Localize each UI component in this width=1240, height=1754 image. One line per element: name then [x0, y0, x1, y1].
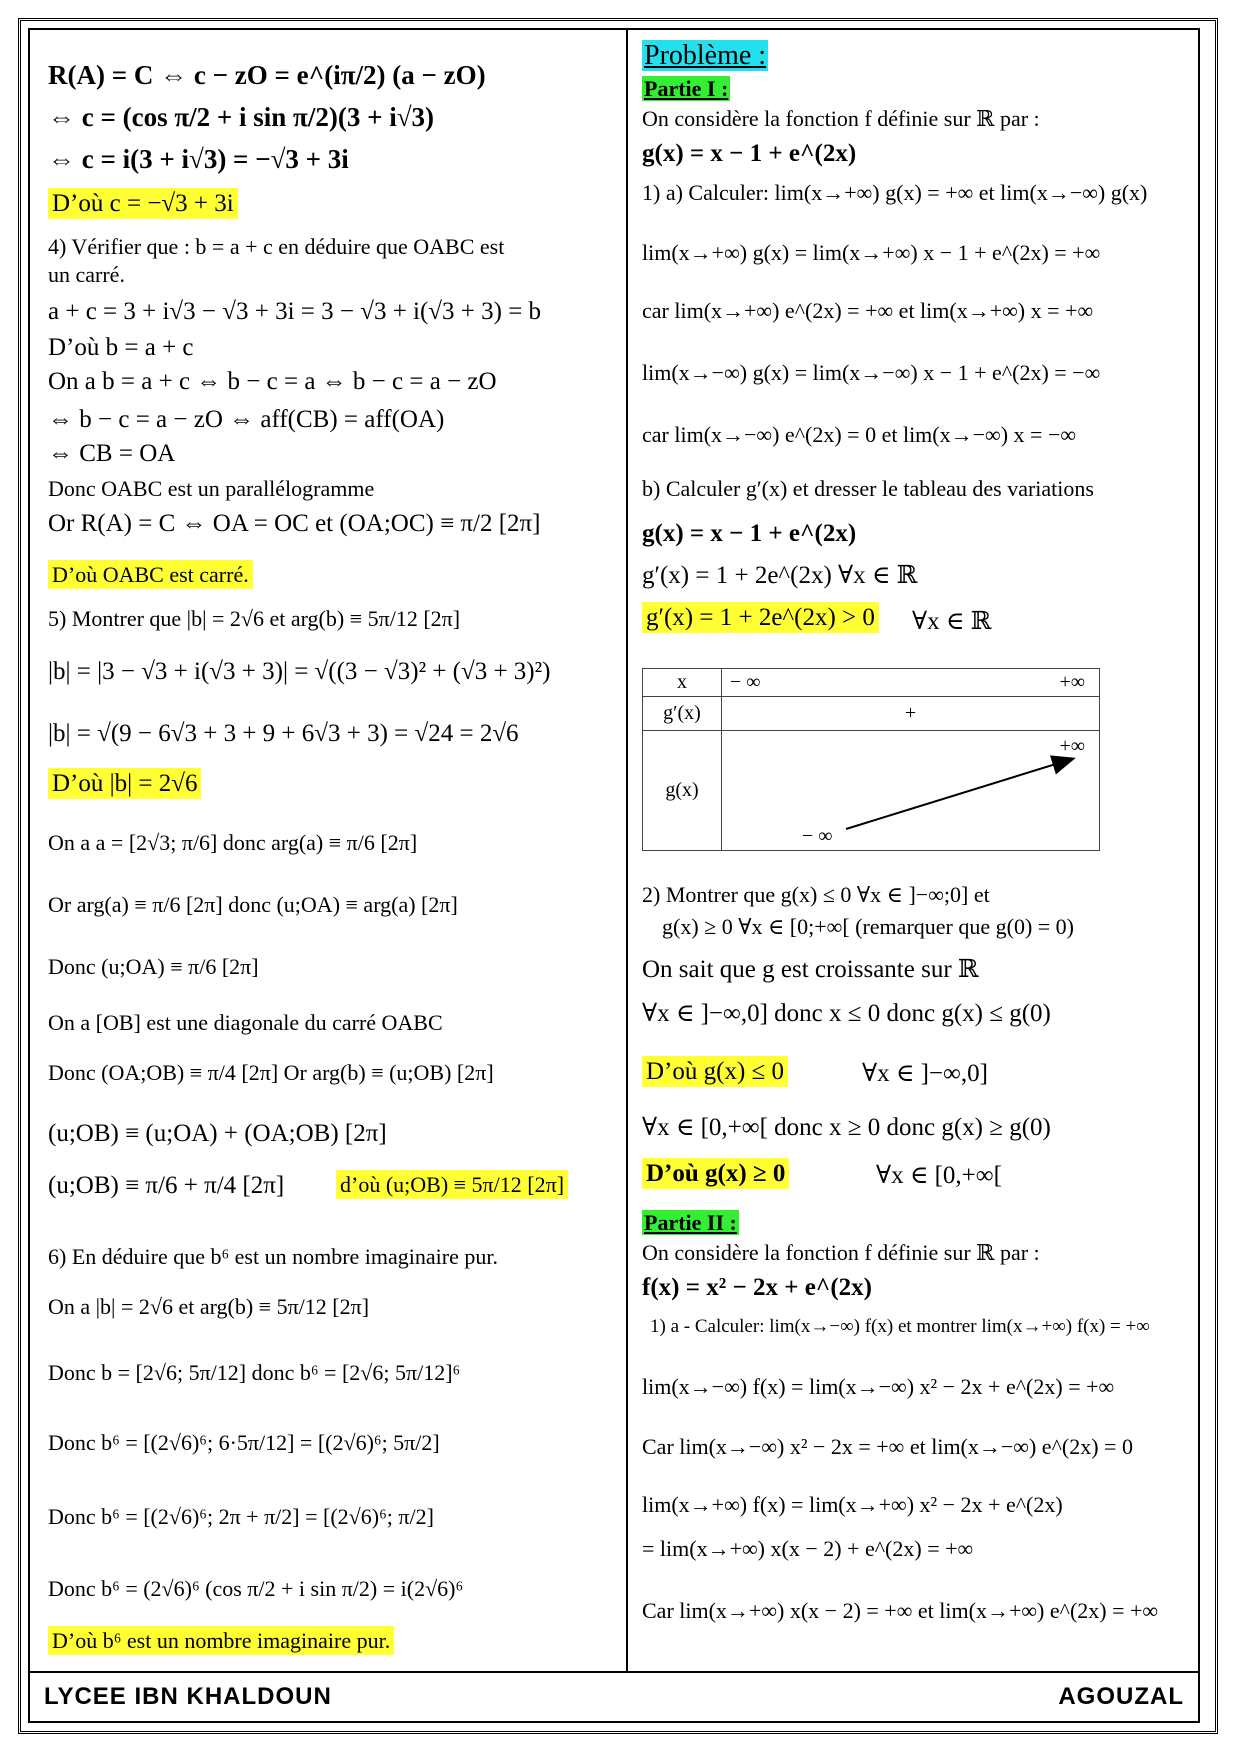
table-x-plus-inf: +∞ [1059, 671, 1085, 693]
eq-a-plus-c: a + c = 3 + i√3 − √3 + 3i = 3 − √3 + i(√3 + 3) = b [48, 298, 542, 325]
lim-f-plus: lim(x→+∞) f(x) = lim(x→+∞) x² − 2x + e^(2x) [642, 1492, 1063, 1517]
eq-c-value: ⇔ c = i(3 + i√3) = −√3 + 3i [48, 144, 349, 174]
question-4: 4) Vérifier que : b = a + c en déduire que OABC est [48, 234, 505, 259]
result-square: D’où OABC est carré. [48, 560, 253, 589]
g-increasing: On sait que g est croissante sur ℝ [642, 956, 979, 983]
result-c: D’où c = −√3 + 3i [48, 188, 238, 219]
forall-neg: ∀x ∈ ]−∞,0] [862, 1060, 988, 1087]
question-1b: b) Calculer g′(x) et dresser le tableau des variations [642, 476, 1094, 501]
question-2: 2) Montrer que g(x) ≤ 0 ∀x ∈ ]−∞;0] et [642, 882, 990, 907]
question-5: 5) Montrer que |b| = 2√6 et arg(b) ≡ 5π/12 [2π] [48, 606, 461, 631]
table-deriv-sign: + [722, 697, 1100, 731]
lim-f-plus-reason: Car lim(x→+∞) x(x − 2) = +∞ et lim(x→+∞) e^(2x) = +∞ [642, 1598, 1159, 1623]
result-b: D’où b = a + c [48, 334, 194, 361]
question-2-cont: g(x) ≥ 0 ∀x ∈ [0;+∞[ (remarquer que g(0) = 0) [662, 914, 1075, 939]
result-b6: D’où b⁶ est un nombre imaginaire pur. [48, 1626, 394, 1655]
lim-g-minus-reason: car lim(x→−∞) e^(2x) = 0 et lim(x→−∞) x = −∞ [642, 422, 1077, 447]
eq-b6-3: Donc b⁶ = [(2√6)⁶; 2π + π/2] = [(2√6)⁶; π/2] [48, 1504, 434, 1529]
question-1a: 1) a) Calculer: lim(x→+∞) g(x) = +∞ et lim(x→−∞) g(x) [642, 180, 1148, 205]
variation-table [642, 668, 1100, 851]
eq-chasles: (u;OB) ≡ (u;OA) + (OA;OB) [2π] [48, 1120, 387, 1147]
eq-arg-a: On a a = [2√3; π/6] donc arg(a) ≡ π/6 [2π] [48, 830, 418, 855]
lim-g-plus: lim(x→+∞) g(x) = lim(x→+∞) x − 1 + e^(2x) = +∞ [642, 240, 1101, 265]
eq-mod-b-1: |b| = |3 − √3 + i(√3 + 3)| = √((3 − √3)² + (√3 + 3)²) [48, 658, 551, 685]
footer [28, 1673, 1200, 1723]
left-column [28, 28, 628, 1673]
school-name: LYCEE IBN KHALDOUN [44, 1683, 332, 1710]
increasing-arrow [722, 731, 1112, 851]
question-4-cont: un carré. [48, 262, 125, 287]
table-g-start: − ∞ [802, 825, 833, 847]
table-g-end: +∞ [1059, 735, 1085, 757]
eq-u-ob-sum: (u;OB) ≡ π/6 + π/4 [2π] [48, 1172, 285, 1199]
diagonal-line: On a [OB] est une diagonale du carré OABC [48, 1010, 443, 1035]
eq-equiv-2: ⇔ b − c = a − zO ⇔ aff(CB) = aff(OA) [48, 406, 445, 433]
eq-u-oa: Donc (u;OA) ≡ π/6 [2π] [48, 954, 259, 979]
problem-title: Problème : [644, 40, 767, 71]
case-positive: ∀x ∈ [0,+∞[ donc x ≥ 0 donc g(x) ≥ g(0) [642, 1114, 1051, 1141]
lim-g-minus: lim(x→−∞) g(x) = lim(x→−∞) x − 1 + e^(2x) = −∞ [642, 360, 1101, 385]
result-mod-b: D’où |b| = 2√6 [48, 768, 201, 799]
lim-f-minus-reason: Car lim(x→−∞) x² − 2x = +∞ et lim(x→−∞) e^(2x) = 0 [642, 1434, 1133, 1459]
def-g-2: g(x) = x − 1 + e^(2x) [642, 520, 857, 547]
table-g-label: g(x) [643, 731, 722, 851]
case-negative: ∀x ∈ ]−∞,0] donc x ≤ 0 donc g(x) ≤ g(0) [642, 1000, 1051, 1027]
eq-oa-ob: Donc (OA;OB) ≡ π/4 [2π] Or arg(b) ≡ (u;OB) [2π] [48, 1060, 494, 1085]
def-g: g(x) = x − 1 + e^(2x) [642, 140, 857, 167]
part-2-heading: Partie II : [644, 1210, 737, 1235]
intro-g: On considère la fonction f définie sur ℝ par : [642, 106, 1040, 131]
eq-b-polar: On a |b| = 2√6 et arg(b) ≡ 5π/12 [2π] [48, 1294, 370, 1319]
result-deriv-g: g′(x) = 1 + 2e^(2x) > 0 [642, 602, 879, 633]
table-x-minus-inf: − ∞ [730, 671, 761, 693]
eq-mod-b-2: |b| = √(9 − 6√3 + 3 + 9 + 6√3 + 3) = √24 = 2√6 [48, 720, 519, 747]
question-6: 6) En déduire que b⁶ est un nombre imaginaire pur. [48, 1244, 498, 1269]
eq-arg-oa: Or arg(a) ≡ π/6 [2π] donc (u;OA) ≡ arg(a) [2π] [48, 892, 458, 917]
eq-equiv-3: ⇔ CB = OA [48, 440, 176, 467]
deriv-g: g′(x) = 1 + 2e^(2x) ∀x ∈ ℝ [642, 562, 918, 589]
eq-rotation-oa: Or R(A) = C ⇔ OA = OC et (OA;OC) ≡ π/2 [2π] [48, 510, 541, 537]
result-g-pos: D’où g(x) ≥ 0 [642, 1158, 789, 1189]
eq-b6-4: Donc b⁶ = (2√6)⁶ (cos π/2 + i sin π/2) = i(2√6)⁶ [48, 1576, 464, 1601]
right-column [628, 28, 1200, 1673]
lim-g-plus-reason: car lim(x→+∞) e^(2x) = +∞ et lim(x→+∞) x = +∞ [642, 298, 1094, 323]
eq-equiv-1: On a b = a + c ⇔ b − c = a ⇔ b − c = a − zO [48, 368, 497, 395]
table-x-label: x [643, 669, 722, 697]
eq-c-cos: ⇔ c = (cos π/2 + i sin π/2)(3 + i√3) [48, 102, 435, 132]
forall-r: ∀x ∈ ℝ [912, 608, 992, 635]
result-u-ob: d’où (u;OB) ≡ 5π/12 [2π] [336, 1170, 568, 1199]
question-2-1a: 1) a - Calculer: lim(x→−∞) f(x) et montrer lim(x→+∞) f(x) = +∞ [650, 1316, 1150, 1337]
eq-b6-2: Donc b⁶ = [(2√6)⁶; 6·5π/12] = [(2√6)⁶; 5π/2] [48, 1430, 440, 1455]
lim-f-plus-2: = lim(x→+∞) x(x − 2) + e^(2x) = +∞ [642, 1536, 974, 1561]
author-name: AGOUZAL [1058, 1683, 1184, 1710]
result-g-neg: D’où g(x) ≤ 0 [642, 1056, 788, 1087]
eq-rotation: R(A) = C ⇔ c − zO = e^(iπ/2) (a − zO) [48, 60, 486, 90]
parallelogram-line: Donc OABC est un parallélogramme [48, 476, 375, 501]
table-deriv-label: g′(x) [643, 697, 722, 731]
part-1-heading: Partie I : [644, 76, 729, 101]
def-f: f(x) = x² − 2x + e^(2x) [642, 1274, 872, 1301]
eq-b6-1: Donc b = [2√6; 5π/12] donc b⁶ = [2√6; 5π/12]⁶ [48, 1360, 461, 1385]
forall-pos: ∀x ∈ [0,+∞[ [876, 1162, 1002, 1189]
intro-f: On considère la fonction f définie sur ℝ par : [642, 1240, 1040, 1265]
lim-f-minus: lim(x→−∞) f(x) = lim(x→−∞) x² − 2x + e^(2x) = +∞ [642, 1374, 1115, 1399]
